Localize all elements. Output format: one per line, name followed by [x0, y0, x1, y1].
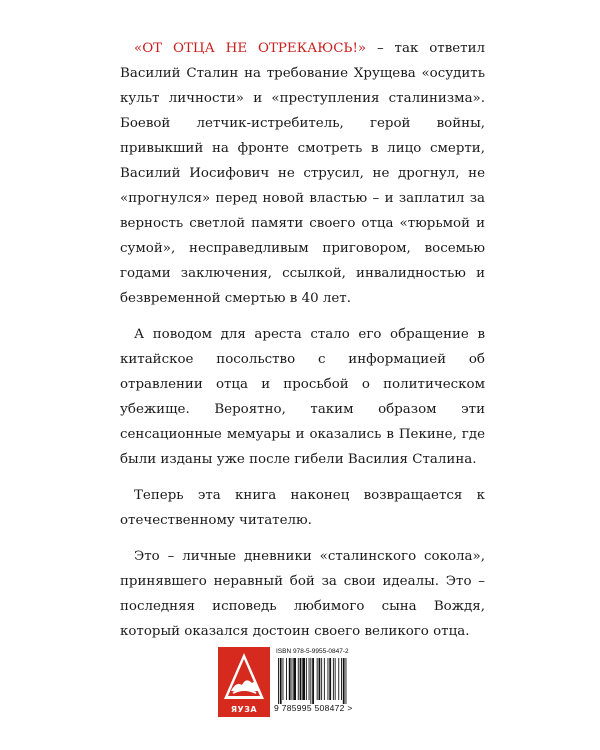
publisher-name: ЯУЗА: [230, 705, 258, 714]
barcode-bar: [293, 658, 296, 700]
barcode-bar: [346, 658, 347, 704]
barcode-bar: [289, 658, 291, 700]
barcode-bar: [283, 658, 284, 700]
barcode-bar: [321, 658, 322, 700]
paragraph-4: Это – личные дневники «сталинского сокола», принявшего неравный бой за свои идеалы. Это – последняя исповедь любимого сына Вождя, который оказался достоин своего великого отца.: [120, 549, 485, 639]
barcode-bar: [278, 658, 279, 704]
barcode-bar: [343, 658, 345, 704]
barcode-bar: [328, 658, 329, 700]
barcode-digits: 9 785995 508472 >: [274, 703, 353, 713]
annotation-text: [120, 36, 485, 655]
barcode-bar: [329, 658, 331, 700]
cover-footer: [218, 647, 383, 717]
barcode-bar: [324, 658, 325, 700]
barcode-bar: [335, 658, 336, 700]
barcode-bar: [319, 658, 321, 700]
isbn-label: ISBN 978-5-9955-0847-2: [276, 648, 349, 655]
barcode-area: [274, 647, 382, 717]
barcode-bar: [338, 658, 339, 700]
barcode-bar: [341, 658, 342, 700]
barcode-bar: [312, 658, 314, 704]
barcode-bar: [280, 658, 282, 704]
paragraph-1-text: – так ответил Василий Сталин на требование Хрущева «осудить культ личности» и «преступления сталинизма». Боевой летчик-истребитель, герой войны, привыкший на фронте смотреть в лицо смерти, Василий Иосифович не струсил, не дрогнул, не «прогнулся» перед новой властью – и заплатил за верность светлой памяти своего отца «тюрьмой и сумой», несправедливым приговором, восемью годами заключения, ссылкой, инвалидностью и безвременной смертью в 40 лет.: [120, 41, 486, 306]
barcode-bar: [300, 658, 302, 700]
barcode-bar: [298, 658, 299, 700]
barcode-bar: [310, 658, 311, 704]
barcode-bar: [333, 658, 334, 700]
barcode-bar: [302, 658, 305, 700]
publisher-logo: [218, 647, 270, 717]
barcode-bar: [317, 658, 318, 700]
barcode-bar: [306, 658, 307, 700]
barcode-bar: [309, 658, 310, 700]
barcode-bar: [286, 658, 287, 700]
title-quote: «ОТ ОТЦА НЕ ОТРЕКАЮСЬ!»: [134, 41, 367, 56]
paragraph-3: Теперь эта книга наконец возвращается к отечественному читателю.: [120, 488, 485, 528]
barcode-bar: [292, 658, 293, 700]
barcode-icon: [278, 658, 378, 704]
paragraph-2: А поводом для ареста стало его обращение в китайское посольство с информацией об отравлении отца и просьбой о политическом убежище. Вероятно, таким образом эти сенсационные мемуары и оказались в Пекине, где были изданы уже после гибели Василия Сталина.: [120, 327, 485, 467]
paragraph-1: [120, 36, 485, 311]
